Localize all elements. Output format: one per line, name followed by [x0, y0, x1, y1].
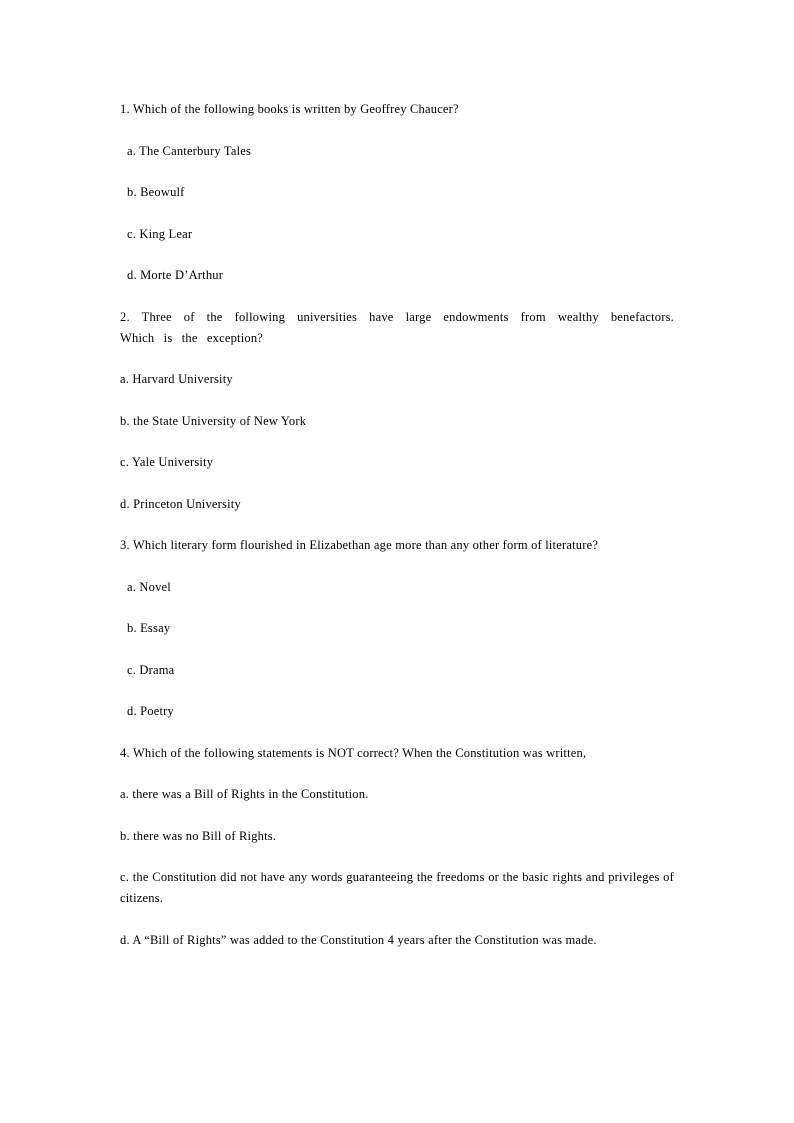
- question-3-option-c: c. Drama: [127, 662, 175, 677]
- question-4-text: 4. Which of the following statements is NOT correct? When the Constitution was written,: [120, 745, 587, 760]
- question-4-option-b: b. there was no Bill of Rights.: [120, 828, 277, 843]
- question-3-text: 3. Which literary form flourished in Elizabethan age more than any other form of literature?: [120, 538, 599, 552]
- question-1-option-d: d. Morte D’Arthur: [127, 268, 224, 282]
- question-3-option-a: a. Novel: [127, 579, 171, 594]
- question-1-option-a: a. The Canterbury Tales: [127, 143, 252, 158]
- question-3-option-b: b. Essay: [127, 621, 171, 635]
- question-4-option-c: c. the Constitution did not have any words guaranteeing the freedoms or the basic rights and privileges of citizens.: [120, 870, 674, 905]
- document-page: [120, 99, 674, 951]
- question-3-option-d: d. Poetry: [127, 704, 174, 718]
- question-2-text: 2. Three of the following universities have large endowments from wealthy benefactors. Which is the exception?: [120, 309, 674, 345]
- question-2-option-d: d. Princeton University: [120, 496, 241, 511]
- question-4-option-d: d. A “Bill of Rights” was added to the Constitution 4 years after the Constitution was made.: [120, 932, 597, 947]
- question-1-text: 1. Which of the following books is written by Geoffrey Chaucer?: [120, 102, 459, 116]
- question-2-option-c: c. Yale University: [120, 455, 214, 469]
- question-2-option-b: b. the State University of New York: [120, 413, 307, 428]
- question-4-option-a: a. there was a Bill of Rights in the Constitution.: [120, 787, 369, 801]
- question-2-option-a: a. Harvard University: [120, 372, 233, 386]
- question-1-option-c: c. King Lear: [127, 226, 193, 241]
- question-1-option-b: b. Beowulf: [127, 185, 185, 199]
